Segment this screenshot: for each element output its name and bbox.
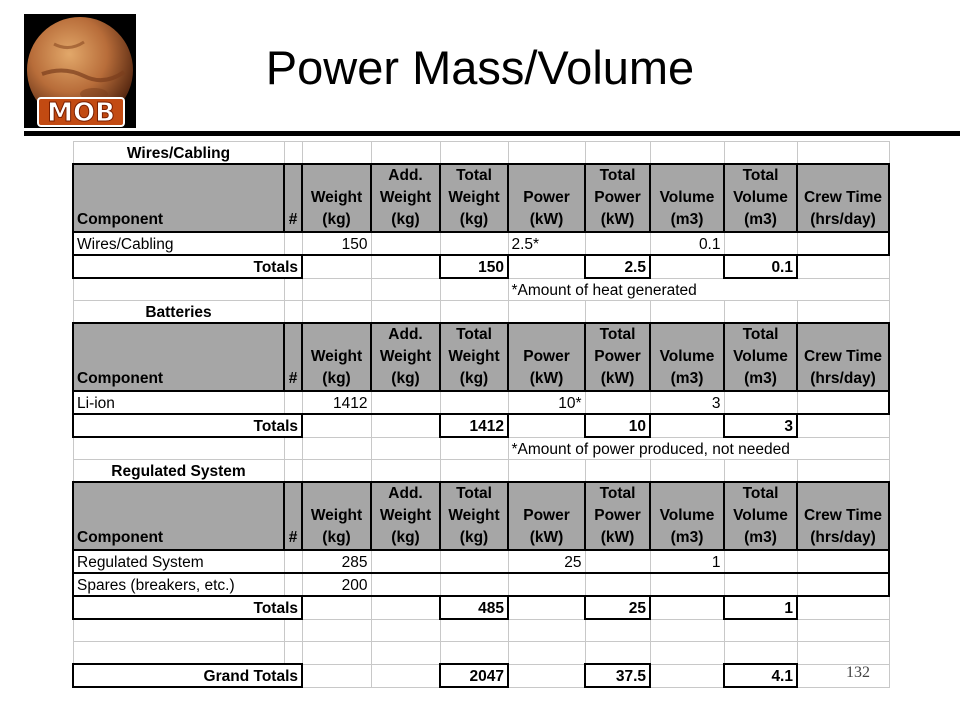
table-row	[73, 232, 889, 255]
total-power: 2.5	[585, 255, 650, 278]
cell-power: 2.5*	[508, 232, 585, 255]
grand-totals-row	[73, 664, 889, 687]
col-weight: Weight (kg)	[302, 482, 371, 550]
totals-label: Totals	[73, 596, 302, 619]
col-power: Power (kW)	[508, 164, 585, 232]
col-add-weight: Add. Weight (kg)	[371, 323, 440, 391]
totals-row	[73, 596, 889, 619]
cell-weight: 285	[302, 550, 371, 573]
col-volume: Volume (m3)	[650, 323, 724, 391]
svg-text:MOB: MOB	[47, 98, 115, 128]
col-total-power: Total Power (kW)	[585, 323, 650, 391]
total-weight: 150	[440, 255, 508, 278]
total-weight: 485	[440, 596, 508, 619]
col-add-weight: Add. Weight (kg)	[371, 482, 440, 550]
cell-volume: 3	[650, 391, 724, 414]
col-crew-time: Crew Time (hrs/day)	[797, 482, 889, 550]
cell-weight: 150	[302, 232, 371, 255]
cell-weight: 1412	[302, 391, 371, 414]
table-header	[73, 482, 889, 550]
col-total-weight: Total Weight (kg)	[440, 323, 508, 391]
cell-power: 10*	[508, 391, 585, 414]
grand-totals-label: Grand Totals	[73, 664, 302, 687]
total-volume: 0.1	[724, 255, 797, 278]
col-component: Component	[73, 482, 284, 550]
totals-label: Totals	[73, 414, 302, 437]
col-count: #	[284, 164, 302, 232]
section-title-wires: Wires/Cabling	[73, 142, 284, 165]
col-power: Power (kW)	[508, 323, 585, 391]
cell-power: 25	[508, 550, 585, 573]
cell-weight: 200	[302, 573, 371, 596]
col-volume: Volume (m3)	[650, 482, 724, 550]
col-total-power: Total Power (kW)	[585, 164, 650, 232]
col-power: Power (kW)	[508, 482, 585, 550]
grand-total-power: 37.5	[585, 664, 650, 687]
table-row	[73, 391, 889, 414]
total-power: 25	[585, 596, 650, 619]
total-volume: 3	[724, 414, 797, 437]
cell-component: Li-ion	[73, 391, 284, 414]
cell-component: Spares (breakers, etc.)	[73, 573, 284, 596]
page-number: 132	[846, 664, 870, 681]
col-crew-time: Crew Time (hrs/day)	[797, 164, 889, 232]
col-total-volume: Total Volume (m3)	[724, 482, 797, 550]
footnote: *Amount of heat generated	[508, 278, 889, 301]
col-total-weight: Total Weight (kg)	[440, 164, 508, 232]
total-volume: 1	[724, 596, 797, 619]
page-title: Power Mass/Volume	[265, 41, 695, 94]
table-header	[73, 323, 889, 391]
col-total-volume: Total Volume (m3)	[724, 323, 797, 391]
col-weight: Weight (kg)	[302, 323, 371, 391]
total-weight: 1412	[440, 414, 508, 437]
col-component: Component	[73, 164, 284, 232]
totals-row	[73, 414, 889, 437]
footnote: *Amount of power produced, not needed	[508, 437, 889, 460]
spreadsheet	[72, 141, 888, 688]
col-count: #	[284, 482, 302, 550]
title-divider	[24, 131, 960, 136]
col-crew-time: Crew Time (hrs/day)	[797, 323, 889, 391]
cell-component: Wires/Cabling	[73, 232, 284, 255]
col-volume: Volume (m3)	[650, 164, 724, 232]
totals-row	[73, 255, 889, 278]
cell-component: Regulated System	[73, 550, 284, 573]
total-power: 10	[585, 414, 650, 437]
col-count: #	[284, 323, 302, 391]
col-weight: Weight (kg)	[302, 164, 371, 232]
cell-volume: 0.1	[650, 232, 724, 255]
col-total-volume: Total Volume (m3)	[724, 164, 797, 232]
table-header	[73, 164, 889, 232]
grand-total-weight: 2047	[440, 664, 508, 687]
col-add-weight: Add. Weight (kg)	[371, 164, 440, 232]
grand-total-volume: 4.1	[724, 664, 797, 687]
cell-volume: 1	[650, 550, 724, 573]
col-total-power: Total Power (kW)	[585, 482, 650, 550]
col-component: Component	[73, 323, 284, 391]
table-row	[73, 573, 889, 596]
section-title-batteries: Batteries	[73, 301, 284, 324]
table-row	[73, 550, 889, 573]
col-total-weight: Total Weight (kg)	[440, 482, 508, 550]
totals-label: Totals	[73, 255, 302, 278]
section-title-regulated: Regulated System	[73, 460, 284, 483]
